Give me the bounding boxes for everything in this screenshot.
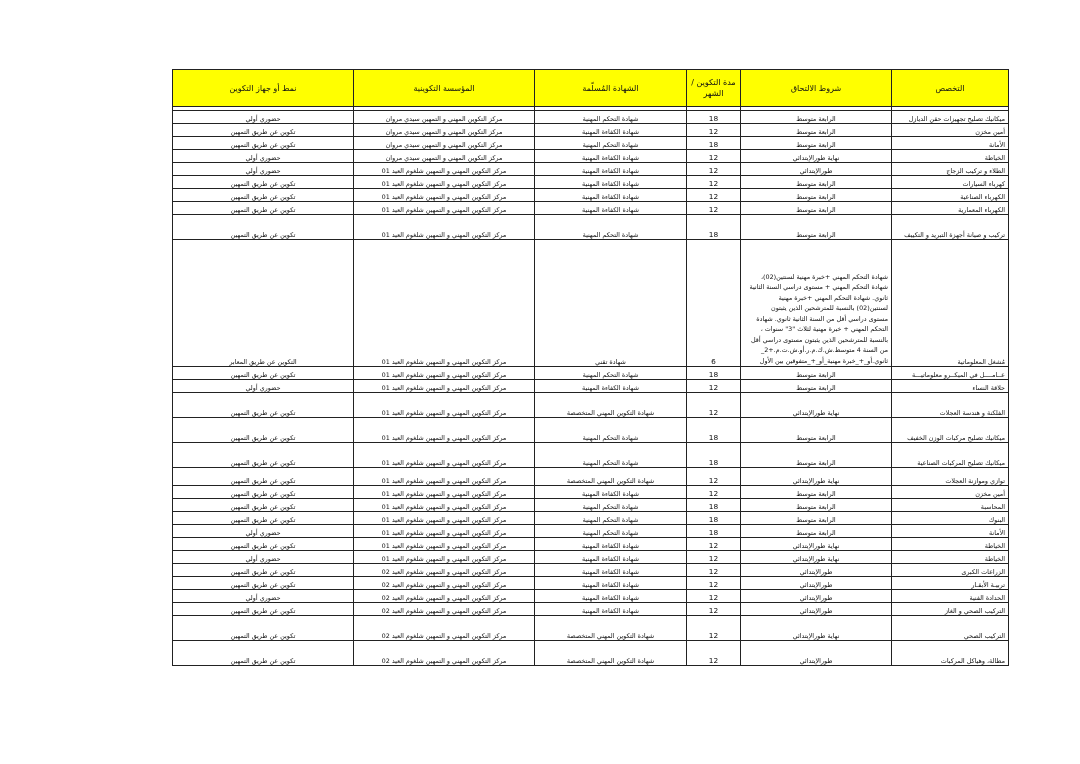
cell-duration: 12 [687, 189, 741, 202]
cell-duration: 12 [687, 590, 741, 603]
cell-certificate: شهادة الكفاءة المهنية [535, 124, 687, 137]
cell-mode: تكوين عن طريق التمهين [173, 616, 354, 641]
cell-mode: حضوري أولي [173, 111, 354, 124]
cell-mode: حضوري أولي [173, 163, 354, 176]
cell-certificate: شهادة الكفاءة المهنية [535, 163, 687, 176]
table-row [173, 189, 1009, 202]
header-specialty: التخصص [892, 70, 1009, 107]
cell-conditions: الرابعة متوسط [741, 111, 892, 124]
cell-institution: مركز التكوين المهني و التمهين شلغوم العيد 01 [354, 189, 535, 202]
cell-institution: مركز التكوين المهني و التمهين شلغوم العيد 01 [354, 468, 535, 486]
cell-specialty: التركيب الصحي و الغاز [892, 603, 1009, 616]
cell-institution: مركز التكوين المهني و التمهين شلغوم العيد 01 [354, 499, 535, 512]
cell-specialty: توازي وموازنة العجلات [892, 468, 1009, 486]
table-row [173, 240, 1009, 367]
cell-duration: 12 [687, 616, 741, 641]
cell-certificate: شهادة التحكم المهنية [535, 499, 687, 512]
cell-conditions: الرابعة متوسط [741, 380, 892, 393]
cell-institution: مركز التكوين المهني و التمهين شلغوم العيد 01 [354, 538, 535, 551]
cell-mode: تكوين عن طريق التمهين [173, 577, 354, 590]
cell-conditions: الرابعة متوسط [741, 137, 892, 150]
cell-certificate: شهادة الكفاءة المهنية [535, 603, 687, 616]
cell-duration: 12 [687, 551, 741, 564]
cell-institution: مركز التكوين المهني و التمهين شلغوم العيد 01 [354, 486, 535, 499]
cell-institution: مركز التكوين المهني و التمهين شلغوم العيد 01 [354, 512, 535, 525]
cell-institution: مركز التكوين المهني و التمهين سيدي مروان [354, 137, 535, 150]
cell-conditions: طورالإبتدائي [741, 641, 892, 666]
table-row [173, 616, 1009, 641]
cell-certificate: شهادة التحكم المهنية [535, 367, 687, 380]
table-row [173, 512, 1009, 525]
cell-conditions: الرابعة متوسط [741, 499, 892, 512]
cell-mode: التكوين عن طريق المعابر [173, 240, 354, 367]
cell-specialty: التركيب الصحي [892, 616, 1009, 641]
cell-conditions: نهاية طورالإبتدائي [741, 468, 892, 486]
table-row [173, 418, 1009, 443]
table-row [173, 443, 1009, 468]
cell-mode: تكوين عن طريق التمهين [173, 468, 354, 486]
cell-certificate: شهادة التحكم المهنية [535, 137, 687, 150]
cell-institution: مركز التكوين المهني و التمهين شلغوم العيد 01 [354, 163, 535, 176]
cell-duration: 12 [687, 124, 741, 137]
cell-certificate: شهادة الكفاءة المهنية [535, 150, 687, 163]
cell-conditions: طورالإبتدائي [741, 577, 892, 590]
cell-specialty: الخياطة [892, 551, 1009, 564]
header-duration: مدة التكوين /الشهر [687, 70, 741, 107]
cell-specialty: أمين مخزن [892, 486, 1009, 499]
cell-conditions: الرابعة متوسط [741, 418, 892, 443]
cell-institution: مركز التكوين المهني و التمهين سيدي مروان [354, 150, 535, 163]
cell-specialty: الخياطة [892, 538, 1009, 551]
header-institution: المؤسسة التكوينية [354, 70, 535, 107]
cell-institution: مركز التكوين المهني و التمهين شلغوم العيد 01 [354, 551, 535, 564]
cell-institution: مركز التكوين المهني و التمهين شلغوم العيد 01 [354, 443, 535, 468]
table-row [173, 468, 1009, 486]
cell-conditions: طورالإبتدائي [741, 163, 892, 176]
cell-duration: 18 [687, 525, 741, 538]
cell-institution: مركز التكوين المهني و التمهين شلغوم العيد 01 [354, 202, 535, 215]
cell-certificate: شهادة الكفاءة المهنية [535, 577, 687, 590]
cell-duration: 18 [687, 443, 741, 468]
cell-conditions: الرابعة متوسط [741, 367, 892, 380]
cell-institution: مركز التكوين المهني و التمهين شلغوم العيد 02 [354, 641, 535, 666]
cell-conditions: الرابعة متوسط [741, 215, 892, 240]
cell-specialty: مطالة، وهياكل المركبات [892, 641, 1009, 666]
table-row [173, 176, 1009, 189]
cell-specialty: كهرباء السيارات [892, 176, 1009, 189]
cell-mode: تكوين عن طريق التمهين [173, 215, 354, 240]
cell-mode: تكوين عن طريق التمهين [173, 202, 354, 215]
cell-duration: 12 [687, 380, 741, 393]
cell-duration: 12 [687, 468, 741, 486]
table-row [173, 603, 1009, 616]
table-row [173, 577, 1009, 590]
cell-specialty: الحدادة الفنية [892, 590, 1009, 603]
cell-certificate: شهادة التحكم المهنية [535, 443, 687, 468]
cell-duration: 12 [687, 163, 741, 176]
cell-specialty: المحاسبة [892, 499, 1009, 512]
cell-specialty: عــامــــل في الميكــرو معلوماتيـــة [892, 367, 1009, 380]
cell-duration: 12 [687, 564, 741, 577]
cell-duration: 18 [687, 499, 741, 512]
cell-conditions: شهادة التحكم المهني +خبرة مهنية لسنتين(02)، شهادة التحكم المهني + مستوى دراسي السنة الثانية ثانوي. شهادة التحكم المهني +خبرة مهنية لسنتين(02) بالنسبة للمترشحين الذين يثبتون مستوى دراسي أقل من السنة الثانية ثانوي. شهادة التحكم المهني + خبرة مهنية لثلاث "3" سنوات ، بالنسبة للمترشحين الذين يثبتون مستوى دراسي أقل من السنة 4 متوسط.ش.ك.م.ر.أو.ش.ت.م.+2_ ثانوي.أو_+_خبرة مهنية_أو_+_متفوقين بين الأول [741, 240, 892, 367]
cell-duration: 18 [687, 512, 741, 525]
cell-specialty: حلاقة النساء [892, 380, 1009, 393]
cell-certificate: شهادة التحكم المهنية [535, 215, 687, 240]
table-row [173, 367, 1009, 380]
table-row [173, 641, 1009, 666]
cell-specialty: الطلاء و تركيب الزجاج [892, 163, 1009, 176]
cell-specialty: أمين مخزن [892, 124, 1009, 137]
cell-specialty: الزراعات الكبرى [892, 564, 1009, 577]
cell-conditions: الرابعة متوسط [741, 443, 892, 468]
table-row [173, 111, 1009, 124]
cell-certificate: شهادة الكفاءة المهنية [535, 380, 687, 393]
training-programs-table [172, 69, 1009, 666]
cell-conditions: نهاية طورالإبتدائي [741, 616, 892, 641]
cell-certificate: شهادة التكوين المهني المتخصصة [535, 616, 687, 641]
table-row [173, 538, 1009, 551]
cell-institution: مركز التكوين المهني و التمهين شلغوم العيد 01 [354, 240, 535, 367]
header-mode: نمط أو جهاز التكوين [173, 70, 354, 107]
cell-specialty: مُشغل المعلوماتية [892, 240, 1009, 367]
cell-institution: مركز التكوين المهني و التمهين شلغوم العيد 02 [354, 564, 535, 577]
cell-institution: مركز التكوين المهني و التمهين شلغوم العيد 01 [354, 176, 535, 189]
cell-institution: مركز التكوين المهني و التمهين سيدي مروان [354, 111, 535, 124]
cell-duration: 12 [687, 577, 741, 590]
cell-mode: تكوين عن طريق التمهين [173, 418, 354, 443]
cell-institution: مركز التكوين المهني و التمهين شلغوم العيد 02 [354, 577, 535, 590]
cell-certificate: شهادة الكفاءة المهنية [535, 202, 687, 215]
cell-specialty: الأمانة [892, 525, 1009, 538]
cell-mode: تكوين عن طريق التمهين [173, 486, 354, 499]
cell-specialty: ميكانيك تصليح المركبات الصناعية [892, 443, 1009, 468]
cell-duration: 18 [687, 111, 741, 124]
cell-certificate: شهادة التكوين المهني المتخصصة [535, 393, 687, 418]
table-row [173, 163, 1009, 176]
cell-mode: حضوري أولي [173, 380, 354, 393]
cell-duration: 12 [687, 150, 741, 163]
cell-specialty: البنوك [892, 512, 1009, 525]
cell-mode: تكوين عن طريق التمهين [173, 137, 354, 150]
header-certificate: الشهادة المُسلّمة [535, 70, 687, 107]
cell-certificate: شهادة الكفاءة المهنية [535, 189, 687, 202]
cell-specialty: تركيب و صيانة أجهزة التبريد و التكييف [892, 215, 1009, 240]
cell-specialty: تربيـة الأبقـار [892, 577, 1009, 590]
cell-duration: 12 [687, 176, 741, 189]
cell-mode: حضوري أولي [173, 150, 354, 163]
cell-conditions: طورالإبتدائي [741, 603, 892, 616]
cell-certificate: شهادة تقني [535, 240, 687, 367]
cell-certificate: شهادة الكفاءة المهنية [535, 486, 687, 499]
cell-specialty: الفلكنة و هندسة العجلات [892, 393, 1009, 418]
cell-conditions: الرابعة متوسط [741, 124, 892, 137]
cell-mode: تكوين عن طريق التمهين [173, 641, 354, 666]
table-row [173, 590, 1009, 603]
cell-duration: 12 [687, 603, 741, 616]
cell-institution: مركز التكوين المهني و التمهين شلغوم العيد 01 [354, 215, 535, 240]
cell-institution: مركز التكوين المهني و التمهين شلغوم العيد 02 [354, 590, 535, 603]
table-row [173, 499, 1009, 512]
cell-conditions: نهاية طورالإبتدائي [741, 393, 892, 418]
cell-conditions: طورالإبتدائي [741, 590, 892, 603]
cell-duration: 18 [687, 418, 741, 443]
cell-specialty: الخياطة [892, 150, 1009, 163]
cell-conditions: الرابعة متوسط [741, 202, 892, 215]
cell-duration: 12 [687, 202, 741, 215]
cell-specialty: ميكانيك تصليح تجهيزات حقن الديازل [892, 111, 1009, 124]
cell-mode: تكوين عن طريق التمهين [173, 124, 354, 137]
cell-certificate: شهادة التحكم المهنية [535, 111, 687, 124]
cell-certificate: شهادة التحكم المهنية [535, 418, 687, 443]
table-row [173, 137, 1009, 150]
cell-certificate: شهادة التكوين المهني المتخصصة [535, 468, 687, 486]
cell-mode: تكوين عن طريق التمهين [173, 443, 354, 468]
cell-certificate: شهادة الكفاءة المهنية [535, 551, 687, 564]
cell-conditions: نهاية طورالإبتدائي [741, 150, 892, 163]
table-row [173, 551, 1009, 564]
cell-institution: مركز التكوين المهني و التمهين شلغوم العيد 01 [354, 393, 535, 418]
cell-institution: مركز التكوين المهني و التمهين سيدي مروان [354, 124, 535, 137]
cell-specialty: الكهرباء الصناعية [892, 189, 1009, 202]
cell-duration: 12 [687, 393, 741, 418]
cell-certificate: شهادة التحكم المهنية [535, 525, 687, 538]
cell-duration: 18 [687, 367, 741, 380]
cell-mode: تكوين عن طريق التمهين [173, 189, 354, 202]
cell-institution: مركز التكوين المهني و التمهين شلغوم العيد 02 [354, 603, 535, 616]
cell-conditions: طورالإبتدائي [741, 564, 892, 577]
cell-specialty: الكهرباء المعمارية [892, 202, 1009, 215]
header-row [173, 70, 1009, 107]
cell-duration: 12 [687, 538, 741, 551]
cell-certificate: شهادة الكفاءة المهنية [535, 590, 687, 603]
cell-institution: مركز التكوين المهني و التمهين شلغوم العيد 02 [354, 616, 535, 641]
cell-mode: حضوري أولي [173, 590, 354, 603]
cell-conditions: الرابعة متوسط [741, 176, 892, 189]
cell-mode: تكوين عن طريق التمهين [173, 512, 354, 525]
table-row [173, 486, 1009, 499]
cell-mode: حضوري أولي [173, 551, 354, 564]
cell-duration: 18 [687, 215, 741, 240]
cell-certificate: شهادة الكفاءة المهنية [535, 564, 687, 577]
table-row [173, 393, 1009, 418]
cell-specialty: الأمانة [892, 137, 1009, 150]
cell-mode: تكوين عن طريق التمهين [173, 538, 354, 551]
cell-mode: تكوين عن طريق التمهين [173, 393, 354, 418]
cell-conditions: الرابعة متوسط [741, 525, 892, 538]
cell-mode: تكوين عن طريق التمهين [173, 176, 354, 189]
cell-specialty: ميكانيك تصليح مركبات الوزن الخفيف [892, 418, 1009, 443]
cell-mode: حضوري أولي [173, 525, 354, 538]
table-row [173, 564, 1009, 577]
cell-conditions: الرابعة متوسط [741, 189, 892, 202]
cell-conditions: الرابعة متوسط [741, 486, 892, 499]
table-row [173, 150, 1009, 163]
cell-certificate: شهادة الكفاءة المهنية [535, 538, 687, 551]
cell-certificate: شهادة التكوين المهني المتخصصة [535, 641, 687, 666]
cell-duration: 12 [687, 486, 741, 499]
cell-mode: تكوين عن طريق التمهين [173, 499, 354, 512]
cell-institution: مركز التكوين المهني و التمهين شلغوم العيد 01 [354, 367, 535, 380]
cell-duration: 18 [687, 137, 741, 150]
cell-institution: مركز التكوين المهني و التمهين شلغوم العيد 01 [354, 525, 535, 538]
cell-duration: 12 [687, 641, 741, 666]
cell-institution: مركز التكوين المهني و التمهين شلغوم العيد 01 [354, 380, 535, 393]
cell-conditions: نهاية طورالإبتدائي [741, 538, 892, 551]
table-row [173, 380, 1009, 393]
cell-mode: تكوين عن طريق التمهين [173, 564, 354, 577]
cell-mode: تكوين عن طريق التمهين [173, 367, 354, 380]
cell-duration: 6 [687, 240, 741, 367]
table-row [173, 124, 1009, 137]
table-row [173, 525, 1009, 538]
table-row [173, 215, 1009, 240]
table-row [173, 202, 1009, 215]
cell-conditions: نهاية طورالإبتدائي [741, 551, 892, 564]
cell-institution: مركز التكوين المهني و التمهين شلغوم العيد 01 [354, 418, 535, 443]
cell-certificate: شهادة التحكم المهنية [535, 512, 687, 525]
cell-certificate: شهادة الكفاءة المهنية [535, 176, 687, 189]
header-conditions: شروط الالتحاق [741, 70, 892, 107]
cell-conditions: الرابعة متوسط [741, 512, 892, 525]
cell-mode: تكوين عن طريق التمهين [173, 603, 354, 616]
